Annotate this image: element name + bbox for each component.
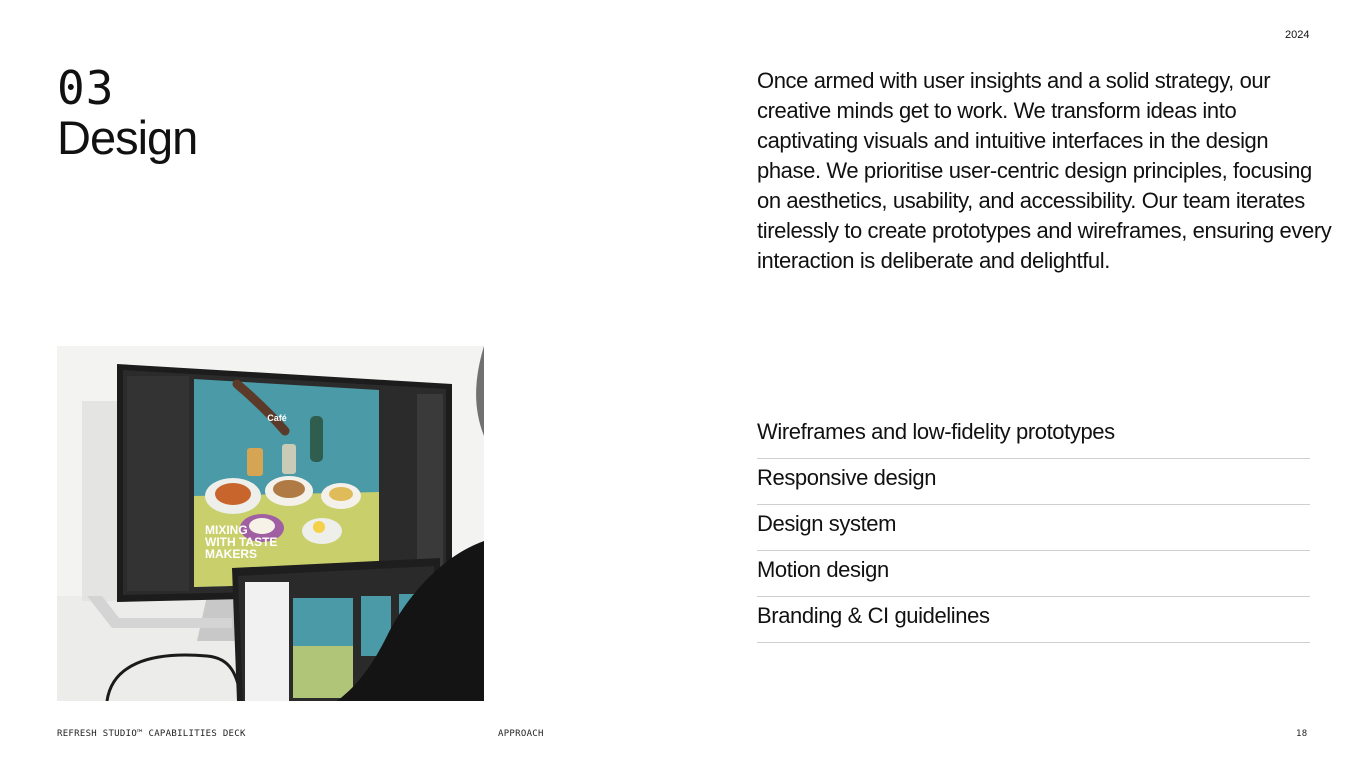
service-item: Design system (757, 506, 1310, 551)
service-item: Branding & CI guidelines (757, 598, 1310, 643)
screen-title: Café (267, 413, 287, 423)
screen-headline: MIXING WITH TASTE MAKERS (205, 523, 278, 561)
footer-deck-title: REFRESH STUDIO™ CAPABILITIES DECK (57, 729, 246, 739)
intro-paragraph: Once armed with user insights and a solid strategy, our creative minds get to work. We transform ideas into captivating visuals and intuitive interfaces in the design phase. We prioritise user-centric design principles, focusing on aesthetics, usability, and accessibility. Our team iterates tirelessly to create prototypes and wireframes, ensuring every interaction is deliberate and delightful. (757, 68, 1332, 273)
service-item: Responsive design (757, 460, 1310, 505)
year-label: 2024 (1285, 29, 1310, 41)
design-workspace-photo (57, 346, 484, 701)
service-item: Wireframes and low-fidelity prototypes (757, 414, 1310, 459)
photo-illustration (57, 346, 484, 701)
section-number: 03 (57, 61, 115, 115)
section-title: Design (57, 111, 198, 164)
service-item: Motion design (757, 552, 1310, 597)
services-list (757, 414, 1310, 644)
footer-section-name: APPROACH (498, 729, 544, 739)
page-number: 18 (1296, 729, 1308, 739)
